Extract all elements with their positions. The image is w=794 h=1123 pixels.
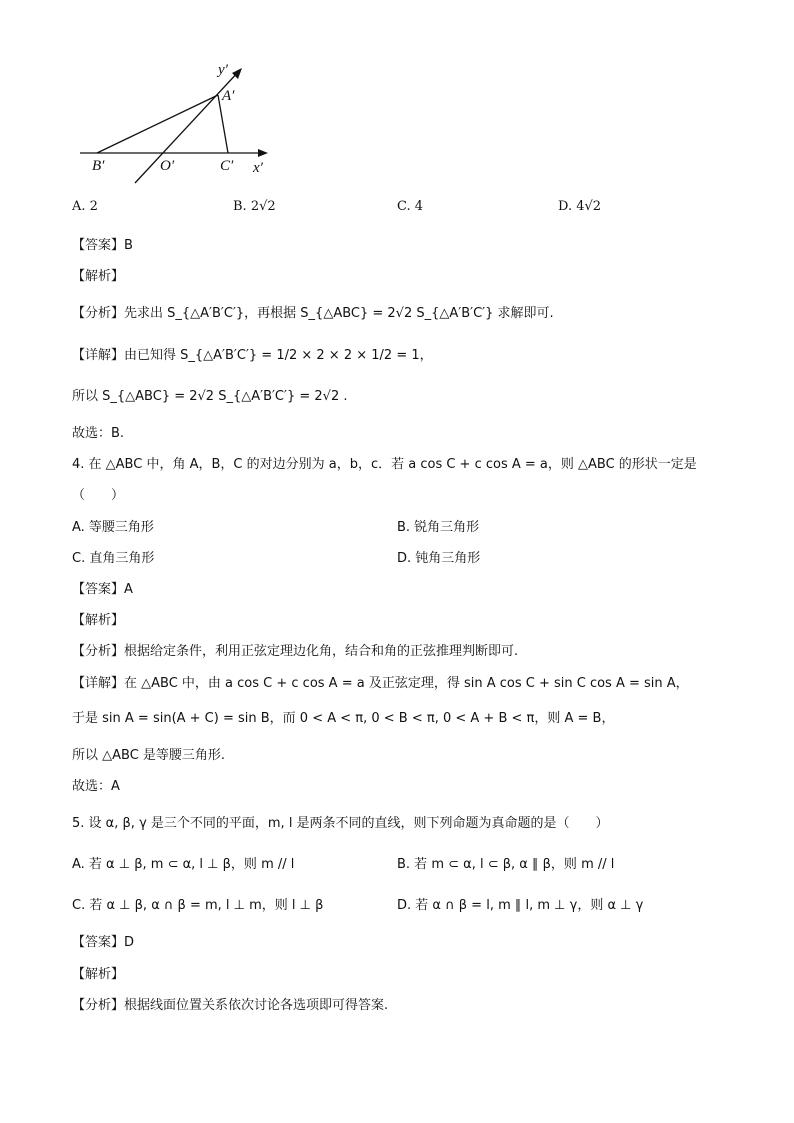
q4-option-a: A. 等腰三角形 [72, 520, 154, 535]
q4-answer: 【答案】A [72, 582, 133, 597]
q3-option-d: D. 4√2 [558, 199, 602, 214]
label-o-prime: O′ [160, 158, 175, 174]
label-y-prime: y′ [218, 62, 228, 78]
label-x-prime: x′ [253, 160, 263, 176]
q3-suoyi: 所以 S_{△ABC} = 2√2 S_{△A′B′C′} = 2√2 . [72, 389, 348, 404]
q3-answer: 【答案】B [72, 238, 133, 253]
q4-option-d: D. 钝角三角形 [397, 551, 481, 566]
q4-fenxi: 【分析】根据给定条件，利用正弦定理边化角，结合和角的正弦推理判断即可. [72, 644, 519, 659]
label-a-prime: A′ [222, 88, 235, 104]
label-b-prime: B′ [92, 158, 105, 174]
q4-suoyi: 所以 △ABC 是等腰三角形. [72, 748, 226, 763]
q4-yushi: 于是 sin A = sin(A + C) = sin B，而 0 < A < π, 0 < B < π, 0 < A + B < π，则 A = B， [72, 711, 615, 726]
q4-xiangjie: 【详解】在 △ABC 中，由 a cos C + c cos A = a 及正弦定理，得 sin A cos C + sin C cos A = sin A， [72, 676, 689, 691]
x-axis-arrow-icon [258, 149, 268, 157]
q4-option-b: B. 锐角三角形 [397, 520, 480, 535]
q3-fenxi: 【分析】先求出 S_{△A′B′C′}，再根据 S_{△ABC} = 2√2 S_{△A′B′C′} 求解即可. [72, 306, 554, 321]
q3-xiangjie: 【详解】由已知得 S_{△A′B′C′} = 1/2 × 2 × 2 × 1/2 = 1， [72, 348, 433, 363]
q3-guxuan: 故选：B. [72, 426, 125, 441]
q5-answer: 【答案】D [72, 935, 135, 950]
q4-option-c: C. 直角三角形 [72, 551, 155, 566]
q5-option-a: A. 若 α ⊥ β, m ⊂ α, l ⊥ β，则 m // l [72, 857, 295, 872]
q5-option-c: C. 若 α ⊥ β, α ∩ β = m, l ⊥ m，则 l ⊥ β [72, 898, 324, 913]
q3-option-c: C. 4 [397, 199, 424, 214]
q5-fenxi: 【分析】根据线面位置关系依次讨论各选项即可得答案. [72, 998, 389, 1013]
q4-jiexi: 【解析】 [72, 613, 125, 628]
q5-jiexi: 【解析】 [72, 967, 125, 982]
q5-option-b: B. 若 m ⊂ α, l ⊂ β, α ∥ β，则 m // l [397, 857, 615, 872]
q5-option-d: D. 若 α ∩ β = l, m ∥ l, m ⊥ γ，则 α ⊥ γ [397, 898, 644, 913]
q4-guxuan: 故选：A [72, 779, 120, 794]
label-c-prime: C′ [220, 158, 234, 174]
segment-b-a [97, 95, 218, 153]
oblique-projection-figure [70, 58, 290, 188]
q3-option-a: A. 2 [72, 199, 98, 214]
q4-stem-line1: 4. 在 △ABC 中，角 A，B，C 的对边分别为 a，b，c．若 a cos C + c cos A = a，则 △ABC 的形状一定是 [72, 457, 697, 472]
q5-stem: 5. 设 α, β, γ 是三个不同的平面，m, l 是两条不同的直线，则下列命题为真命题的是（ ） [72, 816, 609, 831]
q3-jiexi: 【解析】 [72, 269, 125, 284]
q3-option-b: B. 2√2 [233, 199, 276, 214]
q4-stem-line2: （ ） [72, 488, 125, 503]
